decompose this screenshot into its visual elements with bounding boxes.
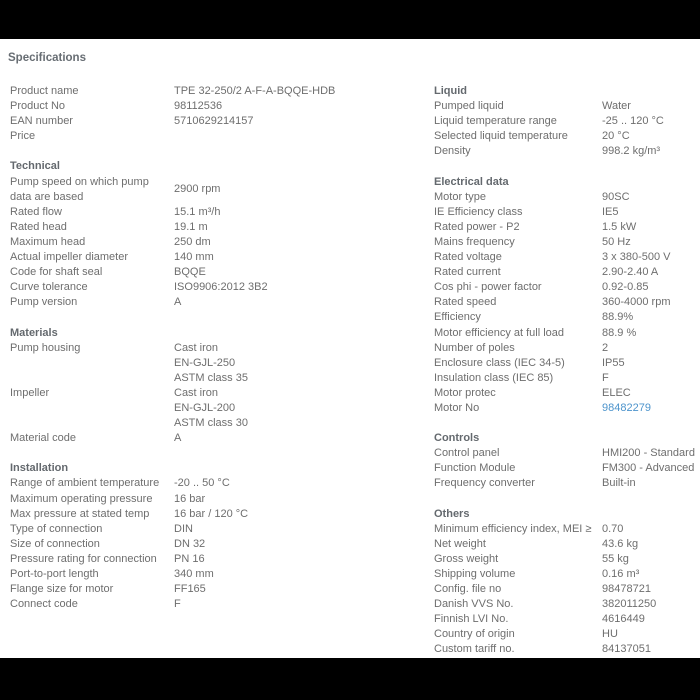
top-black-bar [0,0,700,39]
spec-row-control-panel [434,446,700,461]
spec-value-control-panel [602,446,700,461]
spec-row-ie-efficiency-class [434,205,700,220]
spec-label-maximum-operating-pressure: Maximum operating pressure [10,492,153,505]
spec-value-rated-flow [174,205,434,220]
spec-value-enclosure-class-iec-34-5 [602,356,700,371]
value-line: EN-GJL-200 [174,401,236,414]
spec-row-price [10,129,434,144]
spec-row-maximum-head [10,235,434,250]
spec-value-ean-number [174,114,434,129]
spec-label-minimum-efficiency-index-mei: Minimum efficiency index, MEI ≥ [434,522,592,535]
value-line: -20 .. 50 °C [174,477,230,490]
spec-label-country-of-origin: Country of origin [434,628,515,641]
value-line: 98478721 [602,583,651,596]
spec-value-selected-liquid-temperature [602,129,700,144]
spec-label-motor-type: Motor type [434,190,486,203]
spec-label-danish-vvs-no: Danish VVS No. [434,598,514,611]
spec-label-product-name: Product name [10,85,79,97]
section-technical [10,159,434,310]
spec-value-pump-speed-on-which-pump-data-are-based [174,182,434,197]
value-line: HMI200 - Standard [602,447,695,460]
value-line: 2900 rpm [174,183,221,196]
section-title-materials: Materials [10,326,58,339]
spec-value-danish-vvs-no [602,597,700,612]
spec-value-pump-housing [174,341,434,386]
spec-label-range-of-ambient-temperature: Range of ambient temperature [10,477,160,490]
spec-value-curve-tolerance [174,280,434,295]
spec-label-product-no: Product No [10,100,66,113]
spec-row-pump-housing [10,341,434,386]
spec-value-rated-speed [602,295,700,310]
spec-label-density: Density [434,145,471,158]
spec-row-rated-voltage [434,250,700,265]
spec-row-danish-vvs-no [434,597,700,612]
spec-row-efficiency [434,310,700,325]
spec-value-efficiency [602,310,700,325]
specifications-columns [10,84,700,658]
spec-value-ie-efficiency-class [602,205,700,220]
spec-label-liquid-temperature-range: Liquid temperature range [434,115,557,128]
spec-value-connect-code [174,597,434,612]
spec-label-impeller: Impeller [10,386,50,399]
value-line: 382011250 [602,598,657,611]
spec-value-cos-phi-power-factor [602,280,700,295]
spec-label-flange-size-for-motor: Flange size for motor [10,583,114,596]
spec-row-ean-number [10,114,434,129]
spec-value-liquid-temperature-range [602,114,700,129]
spec-label-curve-tolerance: Curve tolerance [10,281,88,294]
value-line: 98112536 [174,100,223,113]
spec-label-pump-version: Pump version [10,296,78,309]
value-line: 15.1 m³/h [174,205,221,218]
spec-row-motor-protec [434,386,700,401]
spec-row-curve-tolerance [10,280,434,295]
spec-value-impeller [174,386,434,431]
spec-row-liquid-temperature-range [434,114,700,129]
value-line: 19.1 m [174,220,208,233]
value-line: 2 [602,341,609,354]
motor-no-link[interactable]: 98482279 [602,401,651,414]
spec-value-net-weight [602,537,700,552]
value-line: FF165 [174,583,206,596]
value-line: ISO9906:2012 3B2 [174,281,268,294]
value-line: 20 °C [602,130,630,143]
value-line: HU [602,628,618,641]
value-line: 140 mm [174,251,214,264]
spec-label-price: Price [10,130,36,143]
value-line: 50 Hz [602,235,631,248]
spec-row-pressure-rating-for-connection [10,552,434,567]
spec-row-frequency-converter [434,476,700,491]
value-line: 5710629214157 [174,115,254,128]
spec-label-ean-number: EAN number [10,115,73,128]
spec-value-maximum-operating-pressure [174,492,434,507]
spec-value-pumped-liquid [602,99,700,114]
spec-row-product-name [10,84,434,99]
spec-row-motor-no [434,401,700,416]
spec-row-number-of-poles [434,341,700,356]
spec-row-impeller [10,386,434,431]
spec-value-motor-no [602,401,700,416]
spec-value-motor-protec [602,386,700,401]
value-line [174,129,434,144]
section-materials [10,326,434,447]
spec-row-size-of-connection [10,537,434,552]
spec-row-function-module [434,461,700,476]
value-line: ASTM class 30 [174,417,248,430]
spec-value-range-of-ambient-temperature [174,476,434,491]
value-line: A [174,432,182,445]
value-line: -25 .. 120 °C [602,115,664,128]
spec-value-material-code [174,431,434,446]
value-line: A [174,296,182,309]
spec-label-shipping-volume: Shipping volume [434,568,516,580]
spec-row-product-no [10,99,434,114]
spec-label-function-module: Function Module [434,462,516,475]
spec-value-actual-impeller-diameter [174,250,434,265]
section-title-others: Others [434,507,470,520]
spec-row-type-of-connection [10,522,434,537]
spec-row-rated-head [10,220,434,235]
spec-value-rated-current [602,265,700,280]
spec-value-country-of-origin [602,627,700,642]
value-line: ASTM class 35 [174,371,248,384]
spec-row-motor-type [434,190,700,205]
spec-value-maximum-head [174,235,434,250]
spec-label-maximum-head: Maximum head [10,235,86,248]
value-line: 998.2 kg/m³ [602,145,661,158]
spec-value-type-of-connection [174,522,434,537]
value-line: Cast iron [174,341,219,354]
value-line: 43.6 kg [602,537,639,550]
value-line: 2.90-2.40 A [602,266,659,279]
spec-label-material-code: Material code [10,432,77,445]
section-others [434,507,700,658]
spec-value-mains-frequency [602,235,700,250]
value-line: 0.70 [602,522,624,535]
spec-label-pump-speed-on-which-pump-data-are-based: Pump speed on which pump data are based [10,175,149,203]
spec-row-rated-current [434,265,700,280]
spec-label-motor-efficiency-at-full-load: Motor efficiency at full load [434,326,565,339]
spec-value-pump-version [174,295,434,310]
spec-label-rated-current: Rated current [434,266,501,279]
section-title-technical: Technical [10,160,60,173]
value-line: 0.92-0.85 [602,281,649,294]
section-title-liquid: Liquid [434,85,467,97]
spec-value-product-no [174,99,434,114]
spec-label-actual-impeller-diameter: Actual impeller diameter [10,251,128,264]
spec-label-rated-power-p2: Rated power - P2 [434,220,520,233]
value-line: ELEC [602,386,631,399]
spec-value-pressure-rating-for-connection [174,552,434,567]
value-line: 3 x 380-500 V [602,251,671,264]
page-title: Specifications [8,52,86,64]
value-line: Water [602,100,631,113]
spec-value-shipping-volume [602,567,700,582]
spec-value-finnish-lvi-no [602,612,700,627]
right-column [434,84,700,658]
spec-row-material-code [10,431,434,446]
spec-row-enclosure-class-iec-34-5 [434,356,700,371]
spec-label-motor-no: Motor No [434,401,480,414]
value-line: 88.9 % [602,326,637,339]
spec-value-minimum-efficiency-index-mei [602,522,700,537]
spec-label-motor-protec: Motor protec [434,386,496,399]
spec-value-motor-efficiency-at-full-load [602,326,700,341]
spec-row-config-file-no [434,582,700,597]
value-line: F [174,598,181,611]
spec-value-price [174,129,434,144]
spec-value-insulation-class-iec-85 [602,371,700,386]
spec-row-connect-code [10,597,434,612]
spec-label-mains-frequency: Mains frequency [434,235,515,248]
value-line: 88.9% [602,311,634,324]
spec-label-rated-head: Rated head [10,220,67,233]
spec-value-config-file-no [602,582,700,597]
value-line: 250 dm [174,235,211,248]
spec-label-rated-flow: Rated flow [10,205,62,218]
spec-row-shipping-volume [434,567,700,582]
spec-row-finnish-lvi-no [434,612,700,627]
spec-value-custom-tariff-no [602,642,700,657]
spec-value-number-of-poles [602,341,700,356]
spec-label-insulation-class-iec-85: Insulation class (IEC 85) [434,371,554,384]
spec-label-connect-code: Connect code [10,598,78,611]
spec-label-size-of-connection: Size of connection [10,537,100,550]
spec-label-enclosure-class-iec-34-5: Enclosure class (IEC 34-5) [434,356,565,369]
value-line: 84137051 [602,643,651,656]
spec-value-motor-type [602,190,700,205]
section-controls [434,431,700,491]
spec-label-port-to-port-length: Port-to-port length [10,568,99,580]
spec-row-gross-weight [434,552,700,567]
spec-row-motor-efficiency-at-full-load [434,326,700,341]
spec-row-range-of-ambient-temperature [10,476,434,491]
spec-value-product-name [174,84,434,99]
value-line: Cast iron [174,386,219,399]
spec-row-minimum-efficiency-index-mei [434,522,700,537]
spec-row-rated-flow [10,205,434,220]
value-line: F [602,371,609,384]
value-line: EN-GJL-250 [174,356,236,369]
spec-label-selected-liquid-temperature: Selected liquid temperature [434,130,568,143]
spec-label-pump-housing: Pump housing [10,341,81,354]
spec-value-frequency-converter [602,476,700,491]
spec-row-custom-tariff-no [434,642,700,657]
section-title-installation: Installation [10,462,69,475]
spec-label-cos-phi-power-factor: Cos phi - power factor [434,281,542,294]
section-product-identity [10,84,434,144]
spec-label-type-of-connection: Type of connection [10,522,103,535]
spec-label-code-for-shaft-seal: Code for shaft seal [10,266,103,279]
spec-row-max-pressure-at-stated-temp [10,507,434,522]
bottom-black-bar [0,658,700,700]
spec-row-country-of-origin [434,627,700,642]
section-installation [10,461,434,612]
value-line: BQQE [174,266,206,279]
section-electrical-data [434,175,700,417]
value-line: IP55 [602,356,625,369]
value-line: 16 bar / 120 °C [174,507,249,520]
value-line: 4616449 [602,613,645,626]
spec-value-max-pressure-at-stated-temp [174,507,434,522]
spec-value-flange-size-for-motor [174,582,434,597]
spec-value-function-module [602,461,700,476]
spec-row-pumped-liquid [434,99,700,114]
value-line: 90SC [602,190,630,203]
spec-label-ie-efficiency-class: IE Efficiency class [434,205,523,218]
spec-row-insulation-class-iec-85 [434,371,700,386]
spec-label-custom-tariff-no: Custom tariff no. [434,643,515,656]
spec-row-net-weight [434,537,700,552]
value-line: PN 16 [174,552,205,565]
section-liquid [434,84,700,159]
spec-label-finnish-lvi-no: Finnish LVI No. [434,613,509,626]
left-column [10,84,434,658]
spec-value-density [602,144,700,159]
spec-row-cos-phi-power-factor [434,280,700,295]
spec-value-code-for-shaft-seal [174,265,434,280]
spec-row-mains-frequency [434,235,700,250]
value-line: FM300 - Advanced [602,462,695,475]
spec-label-pressure-rating-for-connection: Pressure rating for connection [10,552,157,565]
value-line: IE5 [602,205,619,218]
spec-label-frequency-converter: Frequency converter [434,477,535,490]
value-line: DN 32 [174,537,206,550]
spec-row-rated-speed [434,295,700,310]
section-title-electrical-data: Electrical data [434,175,509,188]
spec-row-density [434,144,700,159]
spec-label-config-file-no: Config. file no [434,583,502,596]
value-line: 1.5 kW [602,220,637,233]
spec-label-number-of-poles: Number of poles [434,341,515,354]
value-line: 0.16 m³ [602,568,640,580]
spec-label-rated-voltage: Rated voltage [434,251,502,264]
spec-row-pump-version [10,295,434,310]
spec-label-rated-speed: Rated speed [434,296,497,309]
spec-value-gross-weight [602,552,700,567]
value-line: DIN [174,522,193,535]
value-line: 360-4000 rpm [602,296,671,309]
value-line: 340 mm [174,568,214,580]
spec-value-port-to-port-length [174,567,434,582]
spec-row-port-to-port-length [10,567,434,582]
spec-row-pump-speed-on-which-pump-data-are-based [10,175,434,205]
spec-row-flange-size-for-motor [10,582,434,597]
spec-label-control-panel: Control panel [434,447,500,460]
spec-value-rated-voltage [602,250,700,265]
value-line: 55 kg [602,552,629,565]
spec-label-efficiency: Efficiency [434,311,481,324]
value-line: 16 bar [174,492,206,505]
value-line: Built-in [602,477,636,490]
spec-row-code-for-shaft-seal [10,265,434,280]
spec-value-rated-power-p2 [602,220,700,235]
spec-row-actual-impeller-diameter [10,250,434,265]
spec-label-gross-weight: Gross weight [434,552,499,565]
spec-label-max-pressure-at-stated-temp: Max pressure at stated temp [10,507,150,520]
spec-label-net-weight: Net weight [434,537,486,550]
spec-value-size-of-connection [174,537,434,552]
spec-row-rated-power-p2 [434,220,700,235]
spec-value-rated-head [174,220,434,235]
spec-label-pumped-liquid: Pumped liquid [434,100,504,113]
spec-row-selected-liquid-temperature [434,129,700,144]
section-title-controls: Controls [434,432,480,445]
spec-row-maximum-operating-pressure [10,492,434,507]
value-line: TPE 32-250/2 A-F-A-BQQE-HDB [174,85,336,97]
